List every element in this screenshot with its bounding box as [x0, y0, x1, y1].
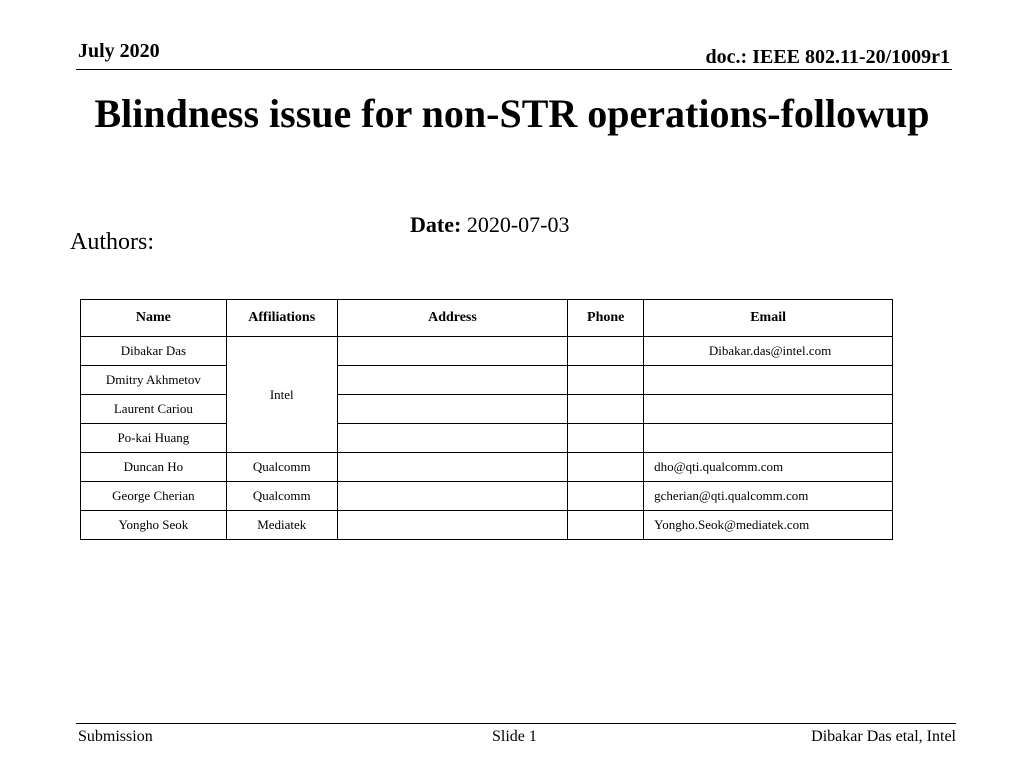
authors-label: Authors:: [70, 229, 154, 255]
author-affiliation: Mediatek: [226, 511, 337, 540]
date-label: Date:: [410, 212, 462, 237]
slide-title: Blindness issue for non-STR operations-followup: [94, 91, 930, 136]
author-email: [644, 424, 893, 453]
author-phone: [568, 366, 644, 395]
author-address: [337, 424, 568, 453]
table-row: [81, 337, 893, 366]
footer-slide-number: Slide 1: [492, 728, 537, 745]
table-header-row: [81, 300, 893, 337]
author-name: Dibakar Das: [81, 337, 227, 366]
date-line: [410, 212, 569, 238]
author-address: [337, 366, 568, 395]
author-name: Po-kai Huang: [81, 424, 227, 453]
author-name: Dmitry Akhmetov: [81, 366, 227, 395]
authors-table: [80, 299, 893, 540]
column-header-affiliations: Affiliations: [226, 300, 337, 337]
author-name: George Cherian: [81, 482, 227, 511]
author-phone: [568, 482, 644, 511]
table-row: [81, 453, 893, 482]
author-email: Yongho.Seok@mediatek.com: [644, 511, 893, 540]
author-phone: [568, 337, 644, 366]
header-doc-id: doc.: IEEE 802.11-20/1009r1: [705, 46, 950, 68]
table-row: [81, 424, 893, 453]
author-email: [644, 366, 893, 395]
author-email: Dibakar.das@intel.com: [644, 337, 893, 366]
author-address: [337, 395, 568, 424]
author-address: [337, 337, 568, 366]
author-email: gcherian@qti.qualcomm.com: [644, 482, 893, 511]
column-header-phone: Phone: [568, 300, 644, 337]
author-address: [337, 511, 568, 540]
author-email: [644, 395, 893, 424]
author-phone: [568, 453, 644, 482]
footer-author: Dibakar Das etal, Intel: [811, 728, 956, 745]
author-address: [337, 482, 568, 511]
table-row: [81, 366, 893, 395]
header-divider: [76, 69, 952, 70]
author-name: Laurent Cariou: [81, 395, 227, 424]
author-affiliation: Qualcomm: [226, 453, 337, 482]
column-header-address: Address: [337, 300, 568, 337]
author-phone: [568, 395, 644, 424]
author-name: Yongho Seok: [81, 511, 227, 540]
table-row: [81, 482, 893, 511]
author-phone: [568, 511, 644, 540]
author-phone: [568, 424, 644, 453]
footer-divider: [76, 723, 956, 724]
date-value: 2020-07-03: [466, 212, 570, 237]
header-date: July 2020: [78, 40, 160, 62]
table-row: [81, 511, 893, 540]
table-row: [81, 395, 893, 424]
author-email: dho@qti.qualcomm.com: [644, 453, 893, 482]
author-affiliation: Intel: [226, 337, 337, 453]
footer-submission: Submission: [78, 728, 153, 745]
author-name: Duncan Ho: [81, 453, 227, 482]
column-header-email: Email: [644, 300, 893, 337]
column-header-name: Name: [81, 300, 227, 337]
author-affiliation: Qualcomm: [226, 482, 337, 511]
author-address: [337, 453, 568, 482]
